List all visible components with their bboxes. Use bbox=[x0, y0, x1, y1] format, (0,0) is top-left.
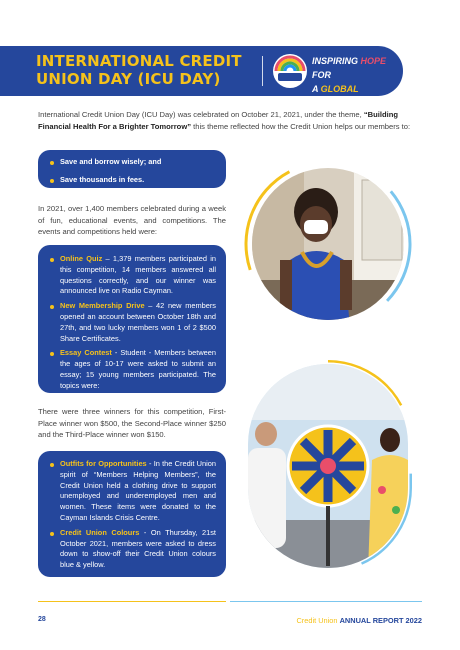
list-item bbox=[48, 348, 216, 391]
footer-report: ANNUAL REPORT 2022 bbox=[339, 616, 422, 625]
celebration-paragraph: In 2021, over 1,400 members celebrated during a week of fun, educational events, and competitions. The events and competitions held were: bbox=[38, 204, 226, 236]
list-item bbox=[48, 254, 216, 297]
tagline-text: COMMUNITY. bbox=[312, 98, 370, 108]
savings-list-box bbox=[38, 150, 226, 188]
item-text: - On Thursday, 21st October 2021, members were asked to dress down to show-off their Credit Union colours blue & yellow. bbox=[60, 527, 216, 570]
page-number: 28 bbox=[38, 616, 46, 623]
item-title: Outfits for Opportunities bbox=[60, 459, 147, 468]
activities-list-box bbox=[38, 451, 226, 577]
footer-divider-yellow bbox=[38, 601, 226, 602]
tagline-global: GLOBAL bbox=[320, 84, 359, 94]
intro-text: International Credit Union Day (ICU Day) was celebrated on October 21, 2021, under the theme, bbox=[38, 110, 364, 119]
item-text: - Student - Members between the ages of 10-17 were asked to submit an essay; 15 young members participated. The topics were: bbox=[60, 348, 216, 390]
prize-wheel-photo bbox=[244, 360, 412, 572]
winners-paragraph: There were three winners for this competition, First-Place winner won $500, the Second-Place winner $250 and the Third-Place winner won $150. bbox=[38, 407, 226, 439]
item-title: Credit Union Colours bbox=[60, 527, 140, 537]
tagline-hope: HOPE bbox=[360, 56, 387, 66]
item-text: – 1,379 members participated in this competition, 14 members answered all questions correctly, and our winner was announced live on Radio Cayman. bbox=[60, 254, 216, 296]
footer-report-title bbox=[296, 616, 422, 625]
tagline bbox=[312, 54, 402, 110]
list-item bbox=[48, 528, 216, 571]
list-item bbox=[48, 459, 216, 524]
item-title: New Membership Drive bbox=[60, 301, 145, 311]
intro-text: this theme reflected how the Credit Union helps our members to: bbox=[191, 122, 411, 131]
events-list-box bbox=[38, 245, 226, 393]
header-banner bbox=[0, 46, 403, 108]
item-text: - In the Credit Union spirit of “Members Helping Members”, the Credit Union held a clothing drive to support unemployed and underemployed men and women. These items were donated to the Cayman Islands Crisis Centre. bbox=[60, 459, 216, 522]
page-title: INTERNATIONAL CREDIT UNION DAY (ICU DAY) bbox=[36, 52, 242, 88]
list-item bbox=[48, 301, 216, 344]
icu-day-logo-icon bbox=[270, 52, 310, 90]
list-item: Save thousands in fees. bbox=[48, 175, 216, 186]
footer-brand: Credit Union bbox=[296, 616, 340, 625]
footer-divider-blue bbox=[230, 601, 422, 602]
tagline-text: A bbox=[312, 84, 321, 94]
item-text: – 42 new members opened an account between October 18th and 27th, and two lucky members won 1 of 2 $500 Share Certificates. bbox=[60, 301, 216, 343]
intro-theme: “Building Financial Health For a Brighter Tomorrow” bbox=[38, 110, 399, 131]
intro-paragraph bbox=[38, 109, 422, 133]
item-title: Online Quiz bbox=[60, 254, 103, 263]
tagline-text: INSPIRING bbox=[312, 56, 361, 66]
banner-divider bbox=[262, 56, 263, 86]
tagline-text: FOR bbox=[312, 70, 331, 80]
list-item: Save and borrow wisely; and bbox=[48, 157, 216, 168]
member-photo-1 bbox=[244, 160, 412, 328]
item-title: Essay Contest bbox=[60, 348, 112, 358]
